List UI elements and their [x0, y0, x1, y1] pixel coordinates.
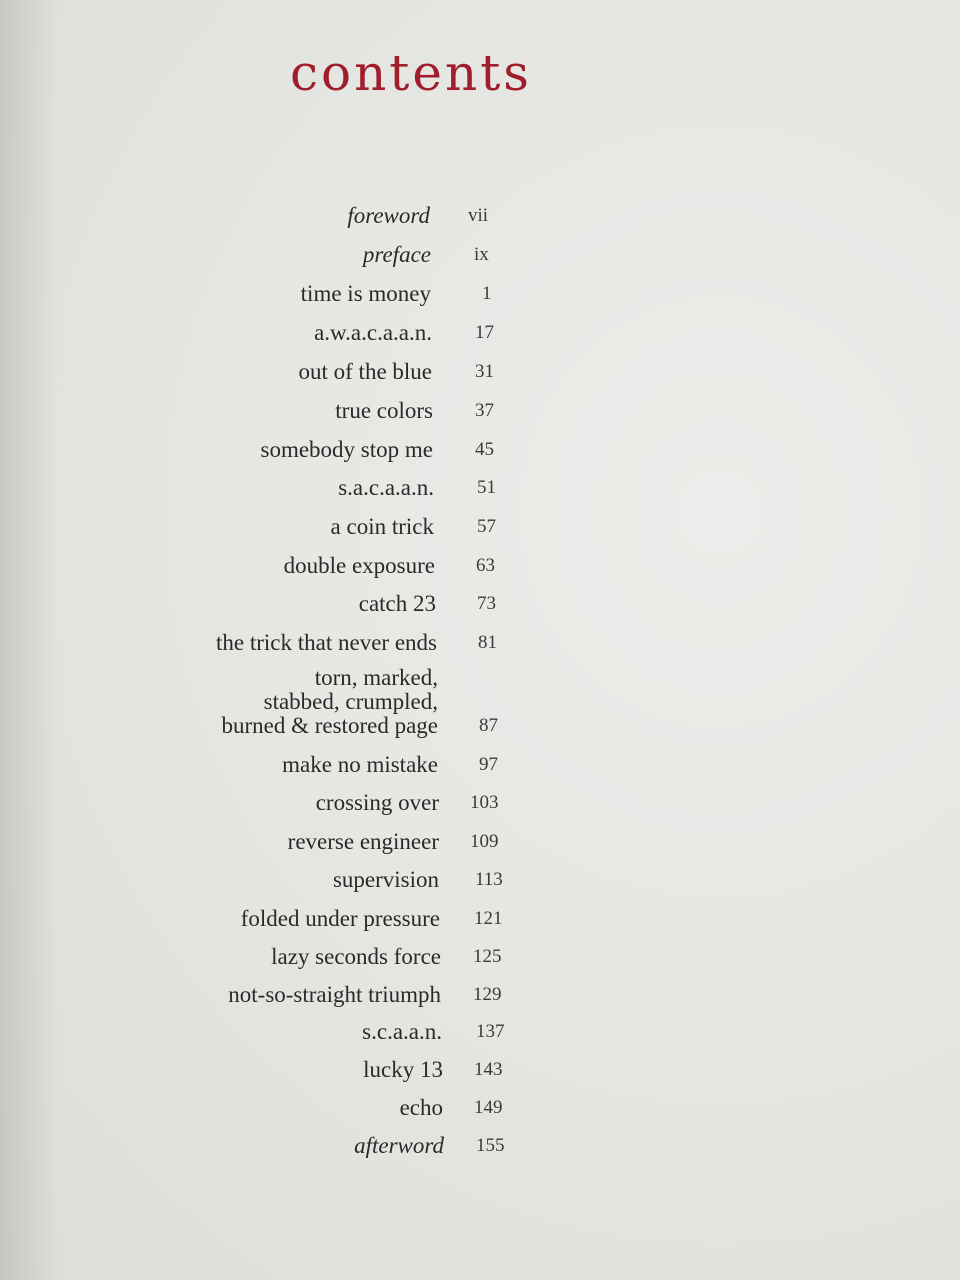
toc-entry: [0, 747, 498, 777]
toc-page-number: 155: [476, 1135, 505, 1156]
toc-entry: [0, 665, 498, 738]
toc-entry-title: the trick that never ends: [216, 630, 437, 655]
toc-page-number: 137: [476, 1021, 505, 1042]
toc-entry: [0, 198, 489, 228]
toc-entry: [0, 785, 499, 815]
toc-page-number: 97: [479, 754, 498, 775]
toc-page-number: 37: [475, 400, 494, 421]
toc-entry: [0, 586, 496, 616]
toc-entry-title: crossing over: [315, 790, 439, 815]
toc-entry: [0, 862, 503, 892]
toc-entry: [0, 1052, 503, 1082]
page-title: contents: [290, 44, 532, 102]
toc-entry: [0, 393, 494, 423]
toc-entry: [0, 509, 496, 539]
toc-entry: [0, 1014, 505, 1044]
toc-page-number: 1: [482, 283, 492, 304]
toc-entry-title: [138, 666, 438, 738]
toc-entry-title: not-so-straight triumph: [228, 982, 441, 1007]
toc-page-number: 73: [477, 593, 496, 614]
toc-page-number: vii: [468, 205, 489, 226]
toc-page-number: 129: [473, 984, 502, 1005]
toc-entry-title: s.c.a.a.n.: [362, 1019, 442, 1044]
toc-entry-title: lazy seconds force: [271, 944, 441, 969]
toc-page-number: 125: [473, 946, 502, 967]
toc-entry: [0, 276, 492, 306]
toc-entry: [0, 1128, 505, 1158]
toc-entry-title: preface: [362, 242, 431, 267]
toc-page-number: 143: [474, 1059, 503, 1080]
toc-entry-title: afterword: [354, 1133, 444, 1158]
toc-entry-title: echo: [399, 1095, 443, 1120]
toc-entry-title: folded under pressure: [240, 906, 440, 931]
toc-entry-title: double exposure: [283, 553, 435, 578]
toc-page-number: 103: [470, 792, 499, 813]
toc-entry-title: lucky 13: [363, 1057, 443, 1082]
toc-entry: [0, 470, 496, 500]
toc-entry-title: supervision: [332, 867, 439, 892]
toc-entry: [0, 939, 502, 969]
toc-entry-title: make no mistake: [282, 752, 438, 777]
toc-page-number: 45: [475, 439, 494, 460]
toc-entry-title: out of the blue: [298, 359, 432, 384]
toc-entry: [0, 1090, 503, 1120]
toc-entry-title: catch 23: [358, 591, 436, 616]
toc-entry-title-line: torn, marked,: [314, 665, 438, 690]
toc-page-number: 51: [477, 477, 496, 498]
toc-entry: [0, 824, 499, 854]
toc-page-number: 81: [478, 632, 497, 653]
toc-page-number: 63: [476, 555, 495, 576]
toc-entry-title: reverse engineer: [287, 829, 439, 854]
toc-page-number: 149: [474, 1097, 503, 1118]
toc-entry-title: a coin trick: [330, 514, 434, 539]
toc-entry-title-line: stabbed, crumpled,: [263, 689, 438, 714]
toc-entry-title: true colors: [335, 398, 433, 423]
toc-entry: [0, 901, 503, 931]
toc-entry: [0, 315, 494, 345]
toc-page-number: 87: [479, 715, 498, 736]
toc-page-number: 113: [475, 869, 503, 890]
toc-entry: [0, 354, 494, 384]
toc-entry: [0, 977, 502, 1007]
toc-entry: [0, 237, 489, 267]
toc-page-number: 57: [477, 516, 496, 537]
toc-page-number: 31: [475, 361, 494, 382]
toc-page-number: 121: [474, 908, 503, 929]
toc-entry: [0, 548, 495, 578]
toc-page-number: ix: [474, 244, 489, 265]
toc-entry-title: a.w.a.c.a.a.n.: [314, 320, 432, 345]
toc-entry: [0, 432, 494, 462]
toc-entry-title: somebody stop me: [260, 437, 433, 462]
toc-entry: [0, 625, 497, 655]
toc-entry-title: s.a.c.a.a.n.: [338, 475, 434, 500]
toc-entry-title: foreword: [347, 203, 430, 228]
toc-entry-title-line: burned & restored page: [221, 713, 438, 738]
toc-page-number: 109: [470, 831, 499, 852]
toc-entry-title: time is money: [300, 281, 431, 306]
toc-page-number: 17: [475, 322, 494, 343]
